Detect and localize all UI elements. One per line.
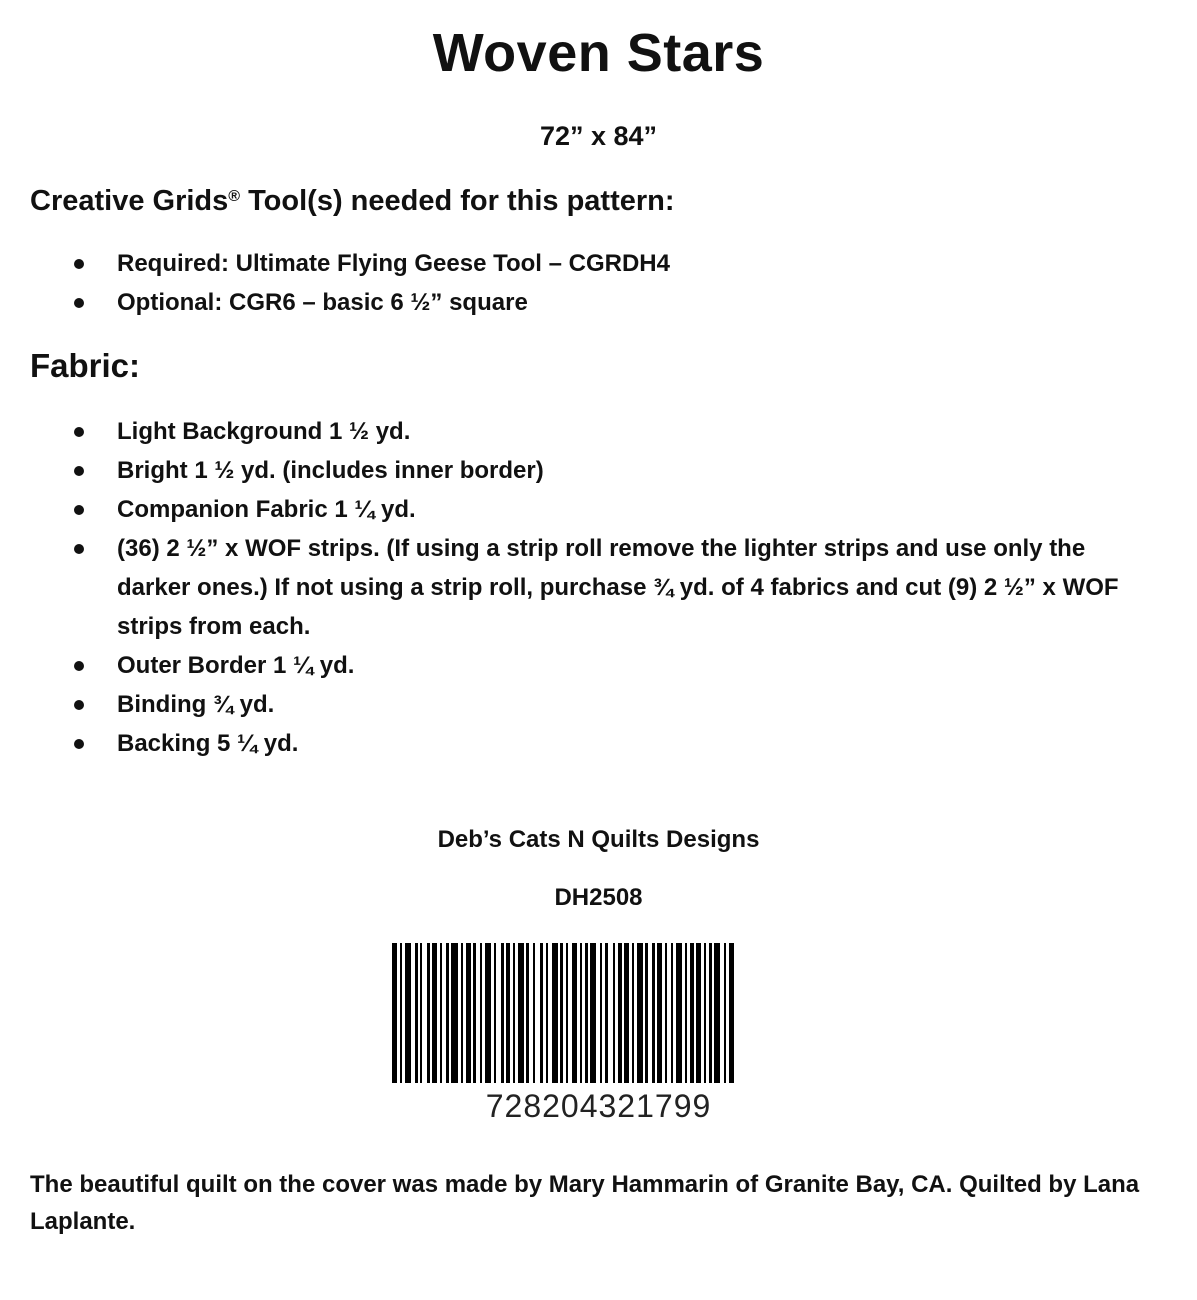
list-item-text: Backing 5 ¼ yd. — [117, 730, 299, 757]
list-item — [68, 646, 1158, 685]
designer-name: Deb’s Cats N Quilts Designs — [437, 826, 760, 853]
list-item-text: Required: Ultimate Flying Geese Tool – CGRDH4 — [117, 250, 670, 277]
list-item — [68, 412, 1158, 451]
list-item — [68, 244, 1158, 283]
list-item — [68, 283, 1158, 322]
list-item-text: Companion Fabric 1 ¼ yd. — [117, 496, 416, 523]
registered-mark: ® — [228, 188, 241, 205]
bullet-icon — [74, 298, 84, 308]
bullet-icon — [74, 259, 84, 269]
barcode-number: 728204321799 — [485, 1088, 712, 1124]
barcode-icon — [390, 943, 818, 1085]
quilt-size: 72” x 84” — [539, 121, 658, 151]
list-item-text: Outer Border 1 ¼ yd. — [117, 652, 355, 679]
bullet-icon — [74, 739, 84, 749]
list-item — [68, 490, 1158, 529]
list-item-text: Optional: CGR6 – basic 6 ½” square — [117, 289, 528, 316]
fabric-list — [68, 412, 1158, 763]
tools-heading-brand: Creative Grids — [30, 185, 229, 217]
list-item — [68, 451, 1158, 490]
bullet-icon — [74, 700, 84, 710]
fabric-heading: Fabric: — [30, 347, 141, 384]
tools-heading — [30, 182, 675, 220]
list-item-text: Light Background 1 ½ yd. — [117, 418, 411, 445]
bullet-icon — [74, 544, 84, 554]
pattern-code: DH2508 — [554, 884, 643, 911]
bullet-icon — [74, 661, 84, 671]
list-item — [68, 529, 1158, 646]
tools-heading-text: Tool(s) needed for this pattern: — [240, 185, 675, 217]
bullet-icon — [74, 427, 84, 437]
quilt-credit: The beautiful quilt on the cover was made by Mary Hammarin of Granite Bay, CA. Quilted by Lana Laplante. — [30, 1171, 1140, 1235]
tools-list — [68, 244, 1158, 322]
list-item-text: Bright 1 ½ yd. (includes inner border) — [117, 457, 544, 484]
list-item-text: (36) 2 ½” x WOF strips. (If using a strip roll remove the lighter strips and use only the darker ones.) If not using a strip roll, purchase ¾ yd. of 4 fabrics and cut (9) 2 ½” x WOF strips from each. — [117, 535, 1119, 640]
pattern-title: Woven Stars — [432, 23, 765, 83]
bullet-icon — [74, 466, 84, 476]
list-item — [68, 685, 1158, 724]
bullet-icon — [74, 505, 84, 515]
list-item — [68, 724, 1158, 763]
list-item-text: Binding ¾ yd. — [117, 691, 275, 718]
